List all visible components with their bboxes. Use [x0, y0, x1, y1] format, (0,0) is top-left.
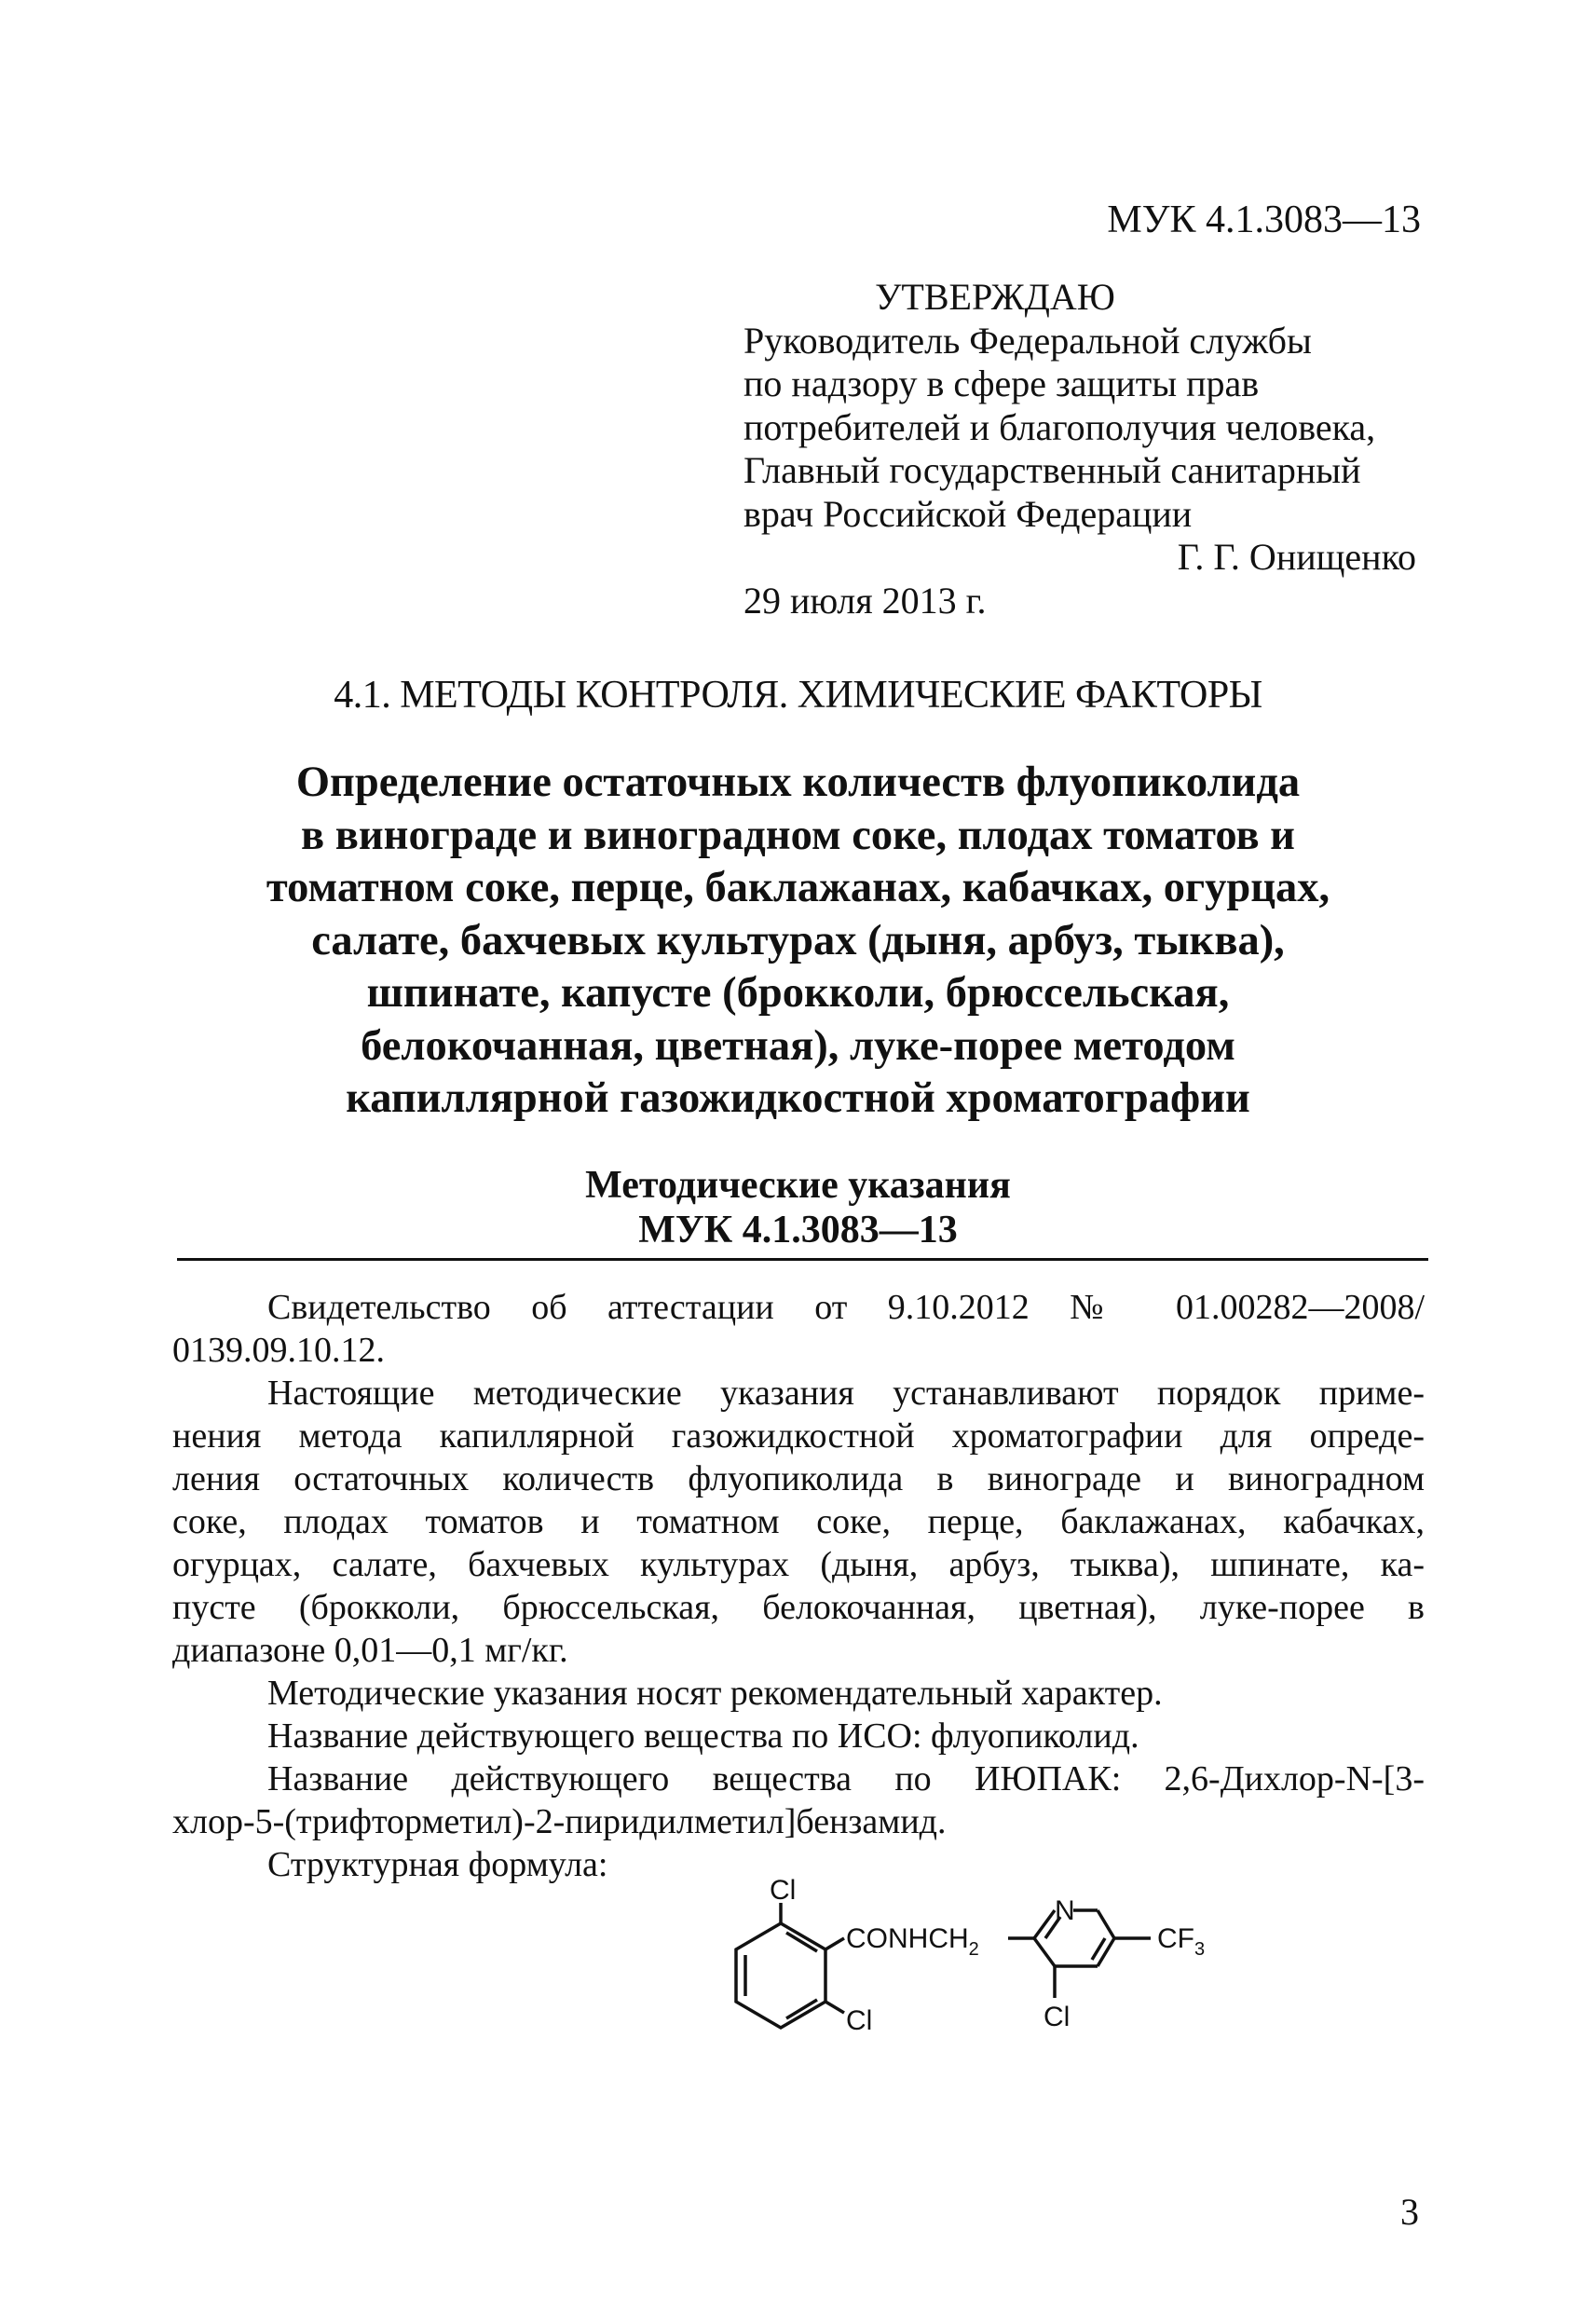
certificate-line: 0139.09.10.12.	[172, 1331, 385, 1370]
approval-line: потребителей и благополучия человека,	[743, 405, 1376, 448]
scope-line: диапазоне 0,01—0,1 мг/кг.	[172, 1631, 568, 1670]
scope-line: пусте (брокколи, брюссельская, белокочанная, цветная), луке-порее в	[172, 1588, 1425, 1627]
title-line: Определение остаточных количеств флуопиколида	[295, 759, 1301, 806]
approval-heading: УТВЕРЖДАЮ	[875, 276, 1115, 318]
bond-carbonyl	[825, 1938, 844, 1949]
section-title: 4.1. МЕТОДЫ КОНТРОЛЯ. ХИМИЧЕСКИЕ ФАКТОРЫ	[334, 674, 1262, 717]
title-line: в винограде и виноградном соке, плодах томатов и	[301, 811, 1295, 859]
document-subtitle	[0, 1163, 1596, 1252]
advisory-line: Методические указания носят рекомендательный характер.	[267, 1674, 1163, 1713]
certificate-line: Свидетельство об аттестации от 9.10.2012 № 01.00282—2008/	[267, 1288, 1425, 1327]
subtitle-type: Методические указания	[585, 1164, 1011, 1207]
cl-label: Cl	[1044, 2002, 1071, 2032]
nitrogen-label: N	[1055, 1895, 1075, 1926]
title-line: салате, бахчевых культурах (дыня, арбуз, тыква),	[311, 916, 1285, 964]
iupac-name-line: Название действующего вещества по ИЮПАК: 2,6-Дихлор-N-[3-	[267, 1759, 1425, 1798]
iupac-name-line: хлор-5-(трифторметил)-2-пиридилметил]бензамид.	[172, 1802, 947, 1841]
scope-line: Настоящие методические указания устанавливают порядок приме-	[267, 1374, 1425, 1413]
iso-name-line: Название действующего вещества по ИСО: флуопиколид.	[267, 1716, 1139, 1756]
title-line: томатном соке, перце, баклажанах, кабачках, огурцах,	[266, 864, 1330, 911]
approval-line: Главный государственный санитарный	[743, 449, 1361, 491]
approval-line: врач Российской Федерации	[743, 492, 1193, 535]
cf3-label: $CF_3$	[1157, 1923, 1206, 1960]
approval-signatory: Г. Г. Онищенко	[1177, 536, 1416, 578]
scope-line: огурцах, салате, бахчевых культурах (дыня, арбуз, тыква), шпинате, ка-	[172, 1545, 1425, 1584]
title-line: белокочанная, цветная), луке-порее методом	[361, 1021, 1235, 1070]
document-code: МУК 4.1.3083—13	[1107, 198, 1421, 241]
linker-label: $CONHCH_2$	[846, 1923, 979, 1960]
cl-label: Cl	[770, 1875, 797, 1906]
scope-line: соке, плодах томатов и томатном соке, перце, баклажанах, кабачках,	[172, 1502, 1425, 1541]
scope-line: ления остаточных количеств флуопиколида в винограде и виноградном	[172, 1459, 1425, 1498]
subtitle-code: МУК 4.1.3083—13	[638, 1209, 958, 1251]
page-number: 3	[1400, 2191, 1419, 2233]
formula-label: Структурная формула:	[267, 1845, 608, 1884]
bond-cl-bottom	[825, 2002, 844, 2013]
document-title	[140, 757, 1456, 1126]
title-line: капиллярной газожидкостной хроматографии	[346, 1074, 1250, 1122]
structural-formula	[680, 1873, 1332, 2087]
approval-block	[743, 276, 1424, 622]
benzene-ring	[736, 1923, 825, 2028]
cl-label: Cl	[846, 2005, 873, 2036]
approval-line: Руководитель Федеральной службы	[743, 319, 1312, 362]
title-line: шпинате, капусте (брокколи, брюссельская,	[366, 969, 1230, 1017]
approval-date: 29 июля 2013 г.	[743, 579, 987, 622]
scope-line: нения метода капиллярной газожидкостной хроматографии для опреде-	[172, 1416, 1425, 1456]
approval-line: по надзору в сфере защиты прав	[743, 362, 1260, 404]
body-text	[172, 1286, 1425, 1886]
divider	[177, 1258, 1428, 1261]
